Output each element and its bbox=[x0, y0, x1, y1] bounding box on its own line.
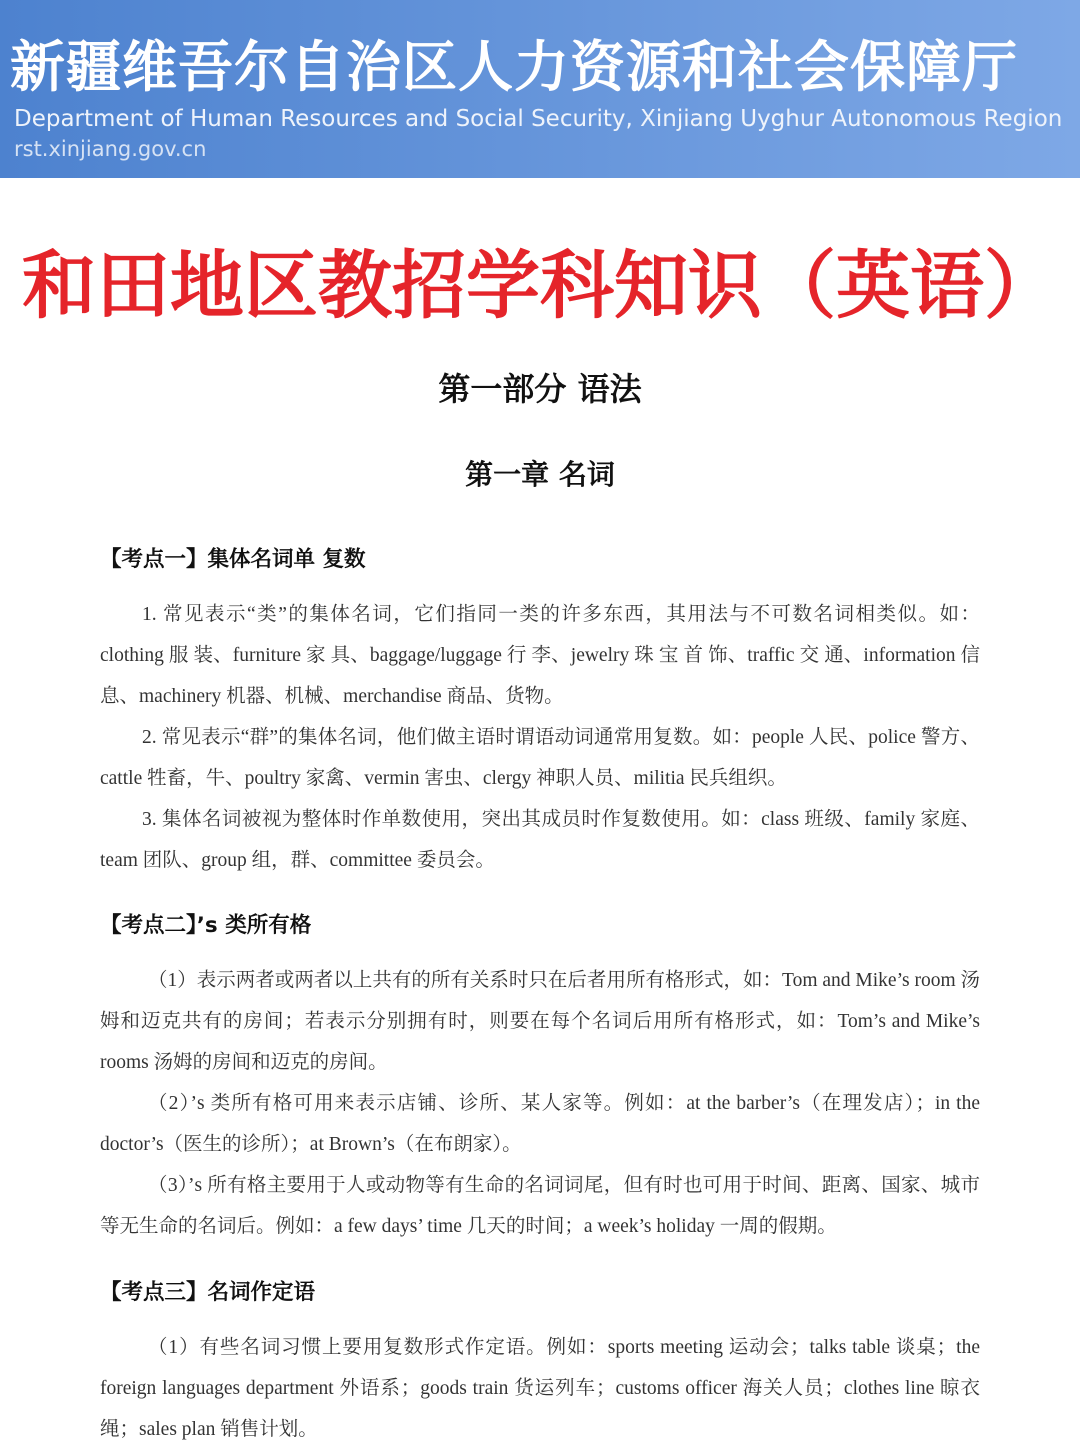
paragraph: 3. 集体名词被视为整体时作单数使用，突出其成员时作复数使用。如：class 班级、family 家庭、team 团队、group 组，群、committee 委员会。 bbox=[100, 809, 980, 871]
section-collective-nouns bbox=[100, 540, 980, 881]
paragraph: （2）’s 类所有格可用来表示店铺、诊所、某人家等。例如：at the barber’s（在理发店）；in the doctor’s（医生的诊所）；at Brown’s（在布朗家）。 bbox=[100, 1093, 980, 1155]
part-title: 第一部分 语法 bbox=[438, 370, 642, 408]
section-heading: 【考点三】名词作定语 bbox=[100, 1280, 316, 1305]
page-title: 和田地区教招学科知识（英语） bbox=[22, 243, 1058, 329]
chapter-title: 第一章 名词 bbox=[465, 458, 615, 491]
section-heading: 【考点一】集体名词单 复数 bbox=[100, 547, 366, 572]
paragraph: （1）有些名词习惯上要用复数形式作定语。例如：sports meeting 运动会；talks table 谈桌；the foreign languages department 外语系；goods train 货运列车；customs officer 海关人员；clothes line 晾衣绳；sales plan 销售计划。 bbox=[100, 1337, 980, 1440]
paragraph: 1. 常见表示“类”的集体名词，它们指同一类的许多东西，其用法与不可数名词相类似。如：clothing 服 装、furniture 家 具、baggage/luggage 行 李、jewelry 珠 宝 首 饰、traffic 交 通、information 信息、machinery 机器、机械、merchandise 商品、货物。 bbox=[100, 604, 980, 707]
section-possessive bbox=[100, 906, 980, 1247]
paragraph: （3）’s 所有格主要用于人或动物等有生命的名词词尾，但有时也可用于时间、距离、国家、城市等无生命的名词后。例如：a few days’ time 几天的时间；a week’s holiday 一周的假期。 bbox=[100, 1175, 980, 1237]
header-banner bbox=[0, 0, 1080, 178]
paragraph: 2. 常见表示“群”的集体名词，他们做主语时谓语动词通常用复数。如：people 人民、police 警方、cattle 牲畜，牛、poultry 家禽、vermin 害虫、clergy 神职人员、militia 民兵组织。 bbox=[100, 727, 980, 789]
section-noun-attributive bbox=[100, 1273, 980, 1443]
banner-url: rst.xinjiang.gov.cn bbox=[14, 137, 207, 161]
banner-title-en: Department of Human Resources and Social Security, Xinjiang Uyghur Autonomous Region bbox=[14, 106, 1063, 132]
paragraph: （1）表示两者或两者以上共有的所有关系时只在后者用所有格形式，如：Tom and Mike’s room 汤姆和迈克共有的房间；若表示分别拥有时，则要在每个名词后用所有格形式，如：Tom’s and Mike’s rooms 汤姆的房间和迈克的房间。 bbox=[100, 970, 980, 1073]
banner-title-cn: 新疆维吾尔自治区人力资源和社会保障厅 bbox=[10, 35, 1019, 99]
section-heading: 【考点二】’s 类所有格 bbox=[100, 913, 312, 938]
